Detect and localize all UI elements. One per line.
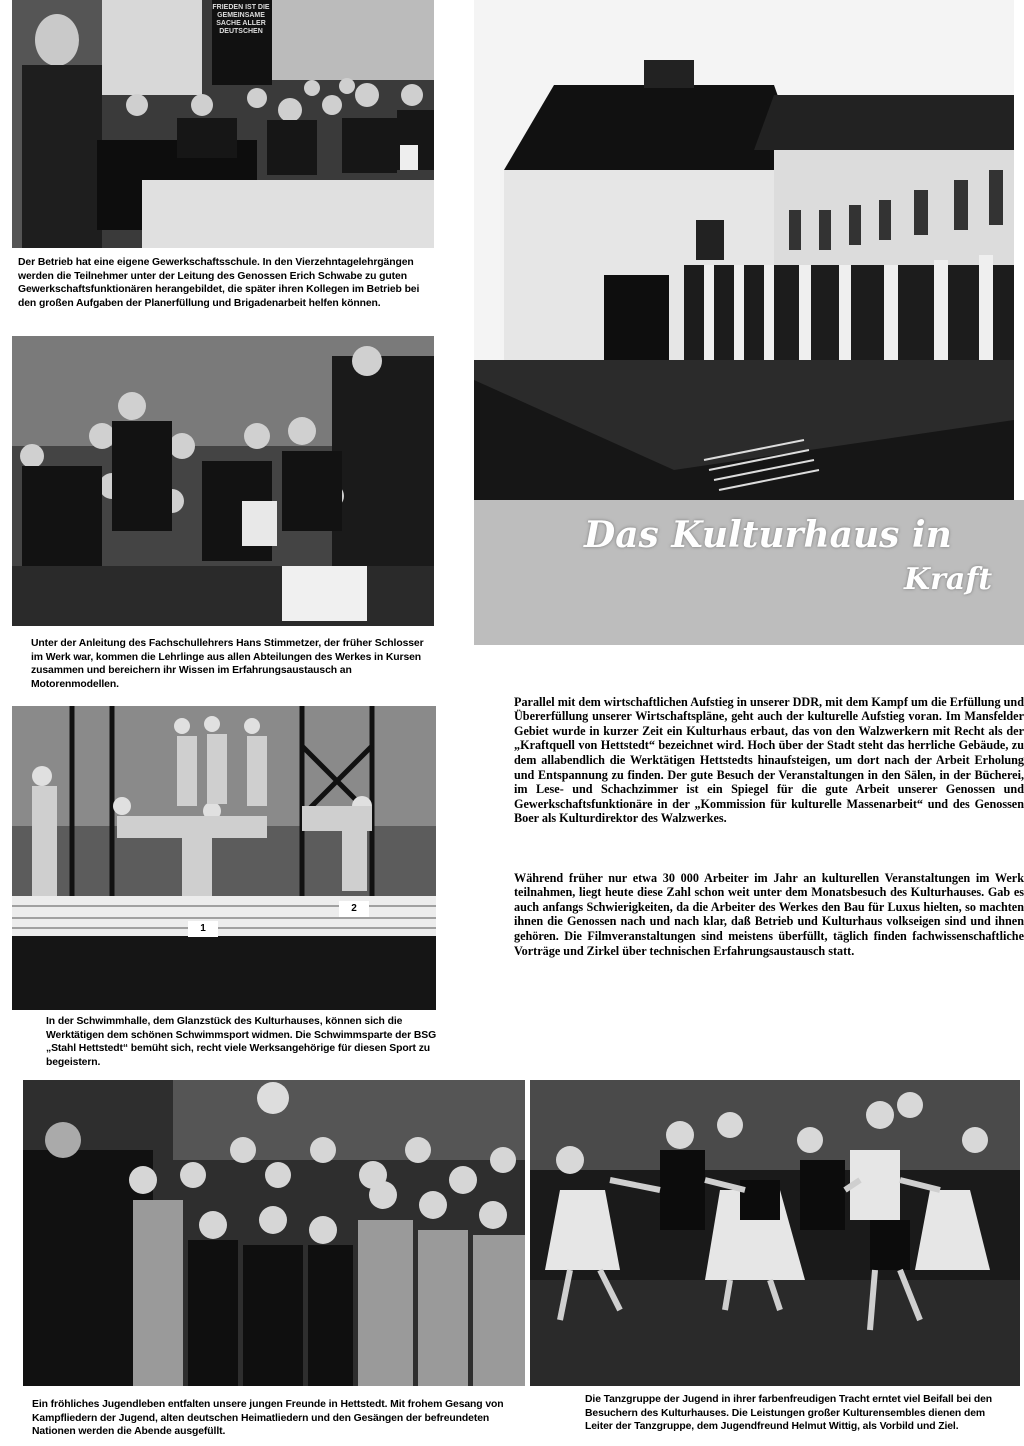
- starting-block-1: 1: [188, 921, 218, 937]
- headline-line-2: Kraft: [904, 562, 993, 597]
- school-banner-sign: FRIEDEN IST DIE GEMEINSAME SACHE ALLER DEUTSCHEN: [212, 4, 270, 35]
- headline-banner: [474, 500, 1024, 645]
- caption-engine-models: Unter der Anleitung des Fachschullehrers Hans Stimmetzer, der früher Schlosser im Werk war, kommen die Lehrlinge aus allen Abteilungen des Werkes in Kursen zusammen und bereichern ihr Wissen im Erfahrungsaustausch an Motorenmodellen.: [31, 638, 424, 690]
- photo-union-school: [12, 0, 434, 248]
- photo-dance-group: [530, 1080, 1020, 1386]
- photo-culture-house: [474, 0, 1014, 505]
- photo-youth-choir: [23, 1080, 525, 1386]
- photo-swimming-hall: [12, 706, 436, 1010]
- caption-youth-choir: Ein fröhliches Jugendleben entfalten unsere jungen Freunde in Hettstedt. Mit frohem Gesang von Kampfliedern der Jugend, alten deutschen Heimatliedern und den Gesängen der befreundeten Nationen werden die Abende ausgefüllt.: [32, 1399, 504, 1438]
- photo-engine-models: [12, 336, 434, 626]
- caption-swimming-hall: In der Schwimmhalle, dem Glanzstück des Kulturhauses, können sich die Werktätigen dem schönen Schwimmsport widmen. Die Schwimmsparte der BSG „Stahl Hettstedt“ bemüht sich, recht viele Werksangehörige für diesen Sport zu begeistern.: [46, 1016, 437, 1068]
- caption-dance-group: Die Tanzgruppe der Jugend in ihrer farbenfreudigen Tracht erntet viel Beifall bei den Besuchern des Kulturhauses. Die Leistungen großer Kulturensembles dienen dem Leiter der Tanzgruppe, dem Jugendfreund Helmut Wittig, als Vorbild und Ziel.: [585, 1394, 993, 1433]
- article-paragraph-1: Parallel mit dem wirtschaftlichen Aufstieg in unserer DDR, mit dem Kampf um die Erfüllung und Übererfüllung unserer Wirtschaftspläne, geht auch der kulturelle Aufstieg voran. Im Mansfelder Gebiet wurde in kurzer Zeit ein Kulturhaus erbaut, das von den Walzwerkern mit Recht als der „Kraftquell von Hettstedt“ bezeichnet wird. Hoch über der Stadt steht das herrliche Gebäude, zu dem allabendlich die Werktätigen Hettstedts hinaufsteigen, um dort nach der Arbeit Erholung und Entspannung zu finden. Der gute Besuch der Veranstaltungen in den Sälen, in der Bücherei, im Lese- und Schachzimmer ist ein Spiegel für die gute Arbeit unserer Genossen und Gewerkschaftsfunktionäre in der „Kommission für kulturelle Massenarbeit“ und des Genossen Boer als Kulturdirektor des Walzwerkes.: [514, 694, 1024, 826]
- article-paragraph-2: Während früher nur etwa 30 000 Arbeiter im Jahr an kulturellen Veranstaltungen im Werk teilnahmen, liegt heute diese Zahl schon weit unter dem Monatsbesuch des Kulturhauses. Gab es auch anfangs Schwierigkeiten, da die Arbeiter des Werkes den Bau für Luxus hielten, so machten ihnen die Genossen nach und nach klar, daß Betrieb und Kulturhaus volkseigen sind und ihnen gehören. Die Filmveranstaltungen sind meistens überfüllt, täglich finden fachwissenschaftliche Vorträge und Zirkel über technischen Erfahrungsaustausch statt.: [514, 870, 1024, 958]
- caption-union-school: Der Betrieb hat eine eigene Gewerkschaftsschule. In den Vierzehntagelehrgängen werden die Teilnehmer unter der Leitung des Genossen Erich Schwabe zu guten Gewerkschaftsfunktionären herangebildet, die später ihren Kollegen im Betrieb bei den großen Aufgaben der Planerfüllung und Brigadenarbeit helfen können.: [18, 257, 420, 309]
- starting-block-2: 2: [339, 901, 369, 917]
- headline-line-1: Das Kulturhaus in: [584, 514, 952, 556]
